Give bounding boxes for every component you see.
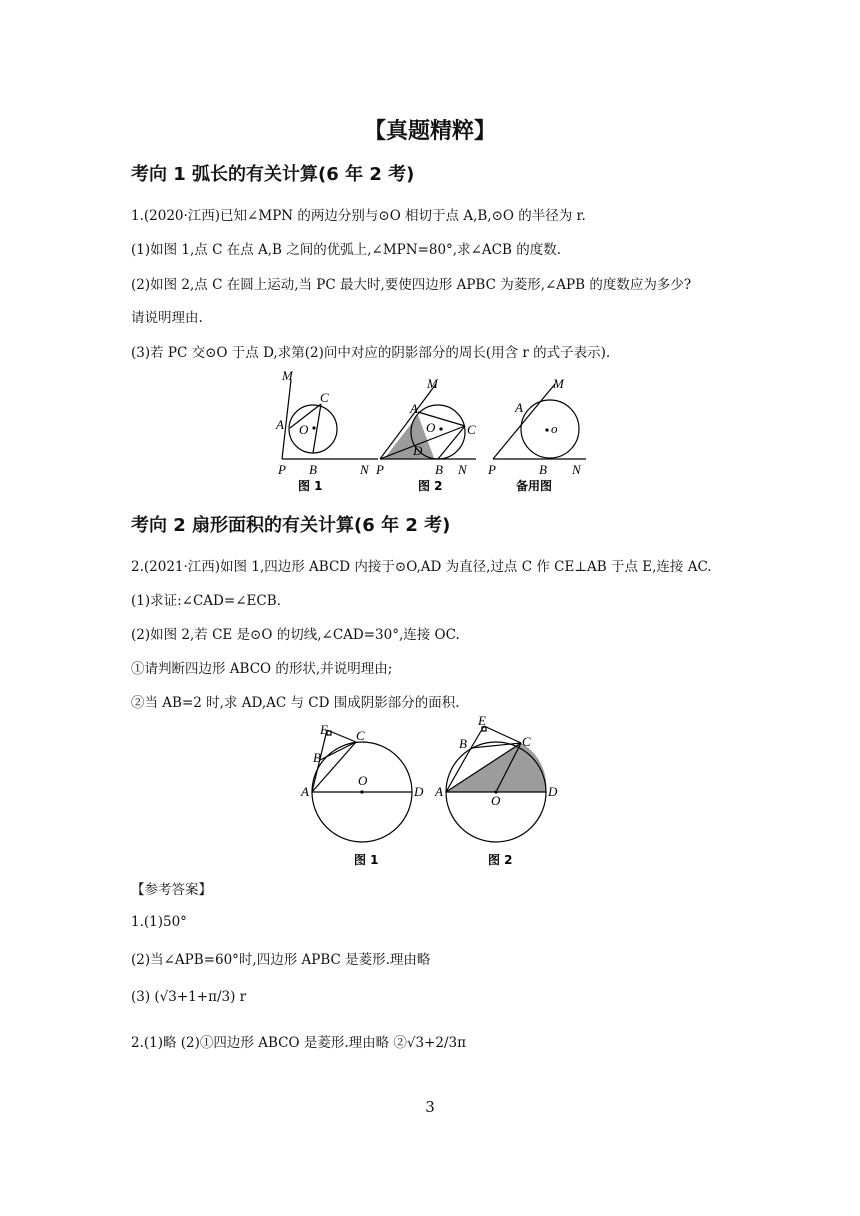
answer-1-3: (3) (√3+1+π/3) r bbox=[131, 989, 247, 1005]
fig2-caption: 图 2 bbox=[418, 479, 443, 493]
q1-part1: (1)如图 1,点 C 在点 A,B 之间的优弧上,∠MPN=80°,求∠ACB 的度数. bbox=[131, 242, 561, 258]
fig3-label-M: M bbox=[553, 376, 564, 391]
q2fig2-label-C: C bbox=[522, 734, 531, 749]
q1-part2-cont: 请说明理由. bbox=[131, 310, 203, 326]
q2fig1-label-A: A bbox=[301, 784, 309, 799]
q2fig1-label-D: D bbox=[414, 784, 424, 799]
q2-part1: (1)求证:∠CAD=∠ECB. bbox=[131, 593, 281, 609]
fig3-label-o: o bbox=[551, 421, 558, 436]
fig1-label-N: N bbox=[360, 462, 369, 477]
fig2-label-C: C bbox=[467, 422, 476, 437]
q2fig1-label-O: O bbox=[358, 773, 368, 788]
q1-part3: (3)若 PC 交⊙O 于点 D,求第(2)问中对应的阴影部分的周长(用含 r 的式子表示). bbox=[131, 345, 611, 361]
answer-2: 2.(1)略 (2)①四边形 ABCO 是菱形.理由略 ②√3+2/3π bbox=[131, 1035, 467, 1051]
fig1-label-B: B bbox=[309, 462, 317, 477]
q1-figures-svg bbox=[268, 366, 598, 494]
section2-heading: 考向 2 扇形面积的有关计算(6 年 2 考) bbox=[131, 515, 451, 536]
q2fig2-label-E: E bbox=[478, 713, 486, 728]
q2-figures-svg bbox=[296, 712, 576, 870]
q2-figures bbox=[296, 712, 576, 870]
fig1-label-A: A bbox=[276, 417, 284, 432]
fig3-caption: 备用图 bbox=[516, 479, 553, 493]
backup-figure-drawing bbox=[493, 384, 586, 459]
q1-part2: (2)如图 2,点 C 在圆上运动,当 PC 最大时,要使四边形 APBC 为菱形,∠APB 的度数应为多少? bbox=[131, 277, 692, 293]
fig3-label-N: N bbox=[572, 462, 581, 477]
fig2-label-B: B bbox=[435, 462, 443, 477]
q2fig2-label-D: D bbox=[548, 784, 558, 799]
page-title: 【真题精粹】 bbox=[363, 119, 496, 144]
q2-part2-sub1: ①请判断四边形 ABCO 的形状,并说明理由; bbox=[131, 661, 393, 677]
fig2-label-O: O bbox=[426, 420, 436, 435]
figure-1-drawing bbox=[282, 380, 378, 459]
fig1-label-P: P bbox=[278, 462, 286, 477]
fig2-label-D: D bbox=[413, 443, 423, 458]
section1-heading: 考向 1 弧长的有关计算(6 年 2 考) bbox=[131, 164, 415, 185]
q2fig2-label-A: A bbox=[435, 784, 443, 799]
page-number: 3 bbox=[425, 1098, 435, 1116]
fig1-label-O: O bbox=[299, 422, 309, 437]
fig2-label-A: A bbox=[410, 401, 418, 416]
fig3-label-B: B bbox=[539, 462, 547, 477]
fig2-label-P: P bbox=[376, 462, 384, 477]
q2fig1-caption: 图 1 bbox=[354, 853, 379, 867]
q1-figures bbox=[268, 366, 598, 494]
q2fig2-label-O: O bbox=[491, 793, 501, 808]
q2fig1-label-C: C bbox=[356, 728, 365, 743]
q1-stem: 1.(2020·江西)已知∠MPN 的两边分别与⊙O 相切于点 A,B,⊙O 的半径为 r. bbox=[131, 208, 586, 224]
fig1-label-M: M bbox=[282, 368, 293, 383]
answer-1-1: 1.(1)50° bbox=[131, 914, 187, 930]
fig2-label-M: M bbox=[427, 376, 438, 391]
q2-part2-sub2: ②当 AB=2 时,求 AD,AC 与 CD 围成阴影部分的面积. bbox=[131, 695, 460, 711]
q2fig2-label-B: B bbox=[459, 736, 467, 751]
q2-part2: (2)如图 2,若 CE 是⊙O 的切线,∠CAD=30°,连接 OC. bbox=[131, 627, 460, 643]
q2fig1-label-B: B bbox=[313, 750, 321, 765]
answers-heading: 【参考答案】 bbox=[131, 882, 212, 898]
fig1-caption: 图 1 bbox=[298, 479, 323, 493]
answer-1-2: (2)当∠APB=60°时,四边形 APBC 是菱形.理由略 bbox=[131, 952, 431, 968]
fig2-label-N: N bbox=[458, 462, 467, 477]
fig1-label-C: C bbox=[320, 390, 329, 405]
q2fig2-caption: 图 2 bbox=[488, 853, 513, 867]
q2-stem: 2.(2021·江西)如图 1,四边形 ABCD 内接于⊙O,AD 为直径,过点 C 作 CE⊥AB 于点 E,连接 AC. bbox=[131, 559, 712, 575]
fig3-label-A: A bbox=[515, 400, 523, 415]
fig3-label-P: P bbox=[488, 462, 496, 477]
q2fig1-label-E: E bbox=[320, 722, 328, 737]
